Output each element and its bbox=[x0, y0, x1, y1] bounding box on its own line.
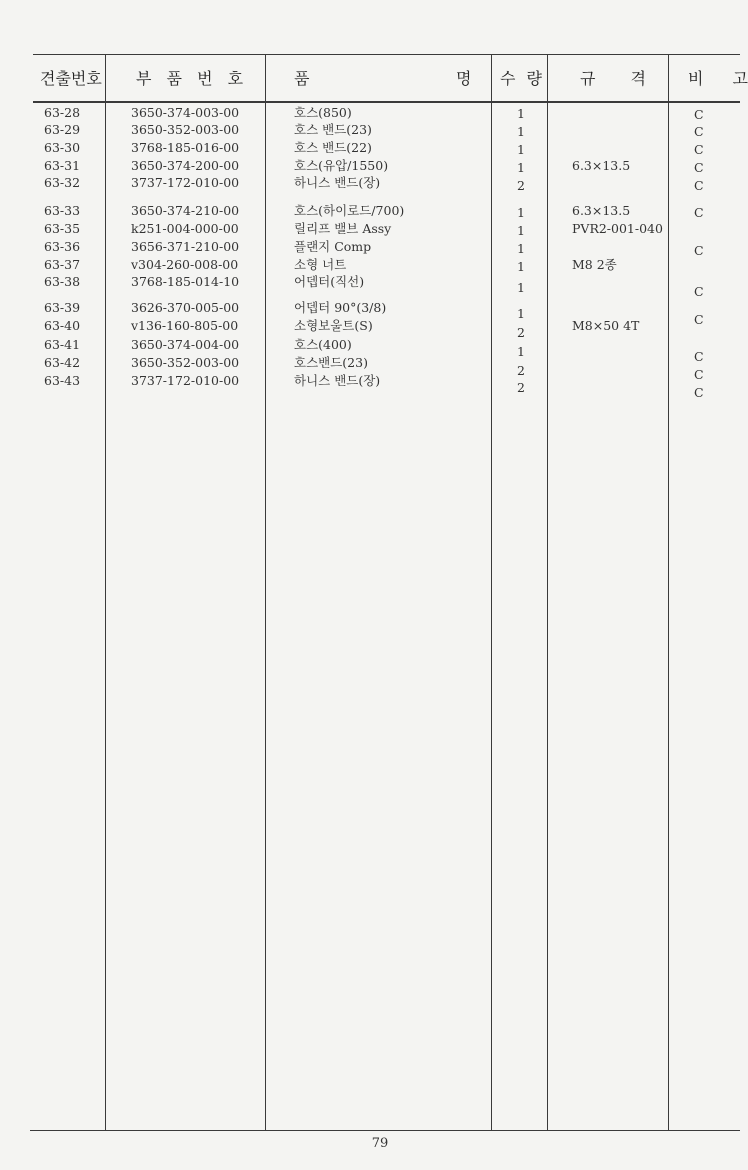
part-name: 호스밴드(23) bbox=[294, 355, 368, 370]
header-item-number: 견출번호 bbox=[40, 69, 102, 88]
item-number: 63-29 bbox=[44, 122, 81, 137]
remark: C bbox=[694, 243, 704, 258]
remark: C bbox=[694, 312, 704, 327]
part-name: 플랜지 Comp bbox=[294, 239, 372, 254]
quantity: 1 bbox=[517, 344, 525, 359]
quantity: 2 bbox=[517, 178, 525, 193]
part-number: 3656-371-210-00 bbox=[131, 239, 240, 254]
part-number: 3650-374-004-00 bbox=[131, 337, 240, 352]
column-divider bbox=[265, 54, 266, 1130]
header-name-right: 명 bbox=[456, 69, 472, 88]
item-number: 63-39 bbox=[44, 300, 81, 315]
item-number: 63-36 bbox=[44, 239, 81, 254]
part-number: k251-004-000-00 bbox=[131, 221, 239, 236]
header-remarks: 비 고 bbox=[688, 69, 748, 88]
remark: C bbox=[694, 205, 704, 220]
part-spec: PVR2-001-040 bbox=[572, 221, 663, 236]
header-part-number: 부 품 번 호 bbox=[136, 69, 244, 88]
part-name: 어뎁터(직선) bbox=[294, 274, 365, 289]
item-number: 63-38 bbox=[44, 274, 81, 289]
part-number: 3650-374-003-00 bbox=[131, 105, 240, 120]
header-name-left: 품 bbox=[294, 69, 310, 88]
item-number: 63-40 bbox=[44, 318, 81, 333]
column-divider bbox=[491, 54, 492, 1130]
part-spec: M8 2종 bbox=[572, 257, 617, 272]
item-number: 63-41 bbox=[44, 337, 81, 352]
table-bottom-rule bbox=[30, 1130, 740, 1131]
item-number: 63-35 bbox=[44, 221, 81, 236]
item-number: 63-28 bbox=[44, 105, 81, 120]
remark: C bbox=[694, 124, 704, 139]
part-number: v304-260-008-00 bbox=[131, 257, 239, 272]
header-quantity: 수 량 bbox=[500, 69, 542, 88]
quantity: 2 bbox=[517, 380, 525, 395]
part-number: 3650-352-003-00 bbox=[131, 122, 240, 137]
part-name: 소형보울트(S) bbox=[294, 318, 373, 333]
item-number: 63-33 bbox=[44, 203, 81, 218]
quantity: 1 bbox=[517, 259, 525, 274]
item-number: 63-37 bbox=[44, 257, 81, 272]
header-bottom-rule bbox=[33, 101, 740, 103]
table-top-rule bbox=[33, 54, 740, 55]
quantity: 1 bbox=[517, 124, 525, 139]
remark: C bbox=[694, 349, 704, 364]
page-number: 79 bbox=[371, 1136, 389, 1151]
part-number: 3650-374-200-00 bbox=[131, 158, 240, 173]
remark: C bbox=[694, 160, 704, 175]
part-name: 어뎁터 90°(3/8) bbox=[294, 300, 387, 315]
quantity: 2 bbox=[517, 363, 525, 378]
quantity: 1 bbox=[517, 223, 525, 238]
part-name: 호스 밴드(22) bbox=[294, 140, 372, 155]
part-number: 3650-374-210-00 bbox=[131, 203, 240, 218]
quantity: 1 bbox=[517, 142, 525, 157]
item-number: 63-43 bbox=[44, 373, 81, 388]
item-number: 63-30 bbox=[44, 140, 81, 155]
quantity: 1 bbox=[517, 205, 525, 220]
quantity: 1 bbox=[517, 106, 525, 121]
part-number: 3650-352-003-00 bbox=[131, 355, 240, 370]
part-name: 호스(유압/1550) bbox=[294, 158, 389, 173]
part-name: 소형 너트 bbox=[294, 257, 347, 272]
column-divider bbox=[547, 54, 548, 1130]
part-number: 3737-172-010-00 bbox=[131, 373, 240, 388]
part-spec: 6.3×13.5 bbox=[572, 203, 631, 218]
remark: C bbox=[694, 385, 704, 400]
remark: C bbox=[694, 178, 704, 193]
part-spec: M8×50 4T bbox=[572, 318, 640, 333]
part-name: 하니스 밴드(장) bbox=[294, 175, 381, 190]
part-name: 호스(850) bbox=[294, 105, 352, 120]
quantity: 2 bbox=[517, 325, 525, 340]
part-name: 릴리프 밸브 Assy bbox=[294, 221, 392, 236]
quantity: 1 bbox=[517, 160, 525, 175]
part-spec: 6.3×13.5 bbox=[572, 158, 631, 173]
remark: C bbox=[694, 367, 704, 382]
part-name: 호스 밴드(23) bbox=[294, 122, 372, 137]
quantity: 1 bbox=[517, 306, 525, 321]
item-number: 63-31 bbox=[44, 158, 81, 173]
part-number: 3768-185-014-10 bbox=[131, 274, 240, 289]
item-number: 63-42 bbox=[44, 355, 81, 370]
part-name: 호스(하이로드/700) bbox=[294, 203, 405, 218]
column-divider bbox=[668, 54, 669, 1130]
part-number: 3626-370-005-00 bbox=[131, 300, 240, 315]
part-number: 3737-172-010-00 bbox=[131, 175, 240, 190]
remark: C bbox=[694, 142, 704, 157]
part-number: v136-160-805-00 bbox=[131, 318, 239, 333]
item-number: 63-32 bbox=[44, 175, 81, 190]
part-number: 3768-185-016-00 bbox=[131, 140, 240, 155]
remark: C bbox=[694, 284, 704, 299]
quantity: 1 bbox=[517, 280, 525, 295]
quantity: 1 bbox=[517, 241, 525, 256]
part-name: 호스(400) bbox=[294, 337, 352, 352]
part-name: 하니스 밴드(장) bbox=[294, 373, 381, 388]
column-divider bbox=[105, 54, 106, 1130]
header-spec: 규 격 bbox=[580, 69, 646, 88]
remark: C bbox=[694, 107, 704, 122]
